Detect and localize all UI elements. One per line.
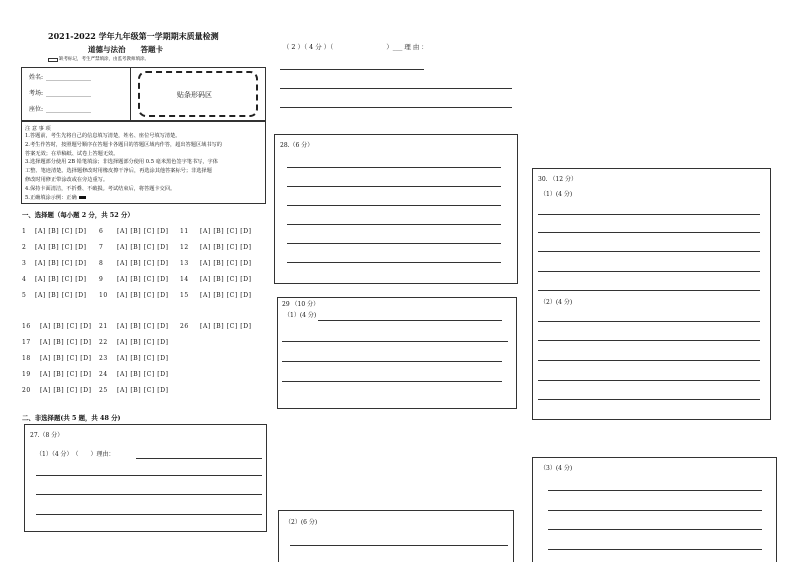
seat-field[interactable]: _______________ xyxy=(46,106,91,113)
q27-part1: （1）（4 分） （ ）理由： xyxy=(36,451,115,458)
question-number: 13 xyxy=(180,260,189,267)
answer-line[interactable] xyxy=(36,494,262,495)
q27-part2: （ 2 ）（ 4 分 ）（ ）___ 理 由 ： xyxy=(283,43,428,51)
answer-line[interactable] xyxy=(538,399,760,400)
question-number: 16 xyxy=(22,323,31,330)
answer-options[interactable]: [A] [B] [C] [D] xyxy=(35,260,87,267)
section1-title: 一、选择题（每小题 2 分，共 52 分） xyxy=(22,211,134,219)
question-number: 19 xyxy=(22,371,31,378)
answer-line[interactable] xyxy=(318,320,502,321)
question-number: 4 xyxy=(22,276,27,283)
q29-part2: （2）(6 分) xyxy=(285,519,318,526)
q27-answer-box[interactable] xyxy=(24,424,267,532)
answer-line[interactable] xyxy=(287,243,501,244)
question-number: 9 xyxy=(99,276,104,283)
answer-options[interactable]: [A] [B] [C] [D] xyxy=(117,260,169,267)
answer-options[interactable]: [A] [B] [C] [D] xyxy=(40,339,92,346)
answer-options[interactable]: [A] [B] [C] [D] xyxy=(200,228,252,235)
q29-title: 29 （10 分） xyxy=(282,301,320,308)
note-item: 修改时用修正带涂改或在旁边重写。 xyxy=(25,176,109,183)
question-number: 10 xyxy=(99,292,108,299)
question-number: 14 xyxy=(180,276,189,283)
answer-line[interactable] xyxy=(282,341,508,342)
answer-line[interactable] xyxy=(548,549,762,550)
room-field[interactable]: _______________ xyxy=(46,90,91,97)
q27-reason-line[interactable] xyxy=(136,458,262,459)
q29-part2-box[interactable] xyxy=(278,510,514,562)
question-number: 11 xyxy=(180,228,189,235)
room-label: 考场: xyxy=(29,90,44,97)
answer-line[interactable] xyxy=(538,271,760,272)
question-number: 17 xyxy=(22,339,31,346)
exam-title: 2021-2022 学年九年级第一学期期末质量检测 xyxy=(48,31,219,41)
answer-options[interactable]: [A] [B] [C] [D] xyxy=(200,292,252,299)
question-number: 6 xyxy=(99,228,104,235)
question-number: 15 xyxy=(180,292,189,299)
notes-list xyxy=(25,132,222,202)
question-number: 21 xyxy=(99,323,108,330)
answer-options[interactable]: [A] [B] [C] [D] xyxy=(200,244,252,251)
answer-line[interactable] xyxy=(538,251,760,252)
answer-line[interactable] xyxy=(538,290,760,291)
note-item: 工整、笔迹清楚。选择题修改时用橡皮擦干净后，再选涂其他答案标号；非选择题 xyxy=(25,168,212,175)
info-divider xyxy=(130,67,131,121)
question-number: 7 xyxy=(99,244,104,251)
q28-title: 28.（6 分） xyxy=(280,142,314,149)
question-number: 18 xyxy=(22,355,31,362)
answer-line[interactable] xyxy=(287,262,501,263)
question-number: 24 xyxy=(99,371,108,378)
answer-line[interactable] xyxy=(290,545,508,546)
answer-options[interactable]: [A] [B] [C] [D] xyxy=(117,276,169,283)
answer-line[interactable] xyxy=(538,340,760,341)
answer-options[interactable]: [A] [B] [C] [D] xyxy=(117,244,169,251)
answer-options[interactable]: [A] [B] [C] [D] xyxy=(117,228,169,235)
answer-options[interactable]: [A] [B] [C] [D] xyxy=(117,387,169,394)
question-number: 2 xyxy=(22,244,27,251)
absent-mark xyxy=(48,58,58,62)
answer-line[interactable] xyxy=(538,360,760,361)
answer-line[interactable] xyxy=(282,381,502,382)
answer-line[interactable] xyxy=(538,380,760,381)
question-number: 23 xyxy=(99,355,108,362)
answer-line[interactable] xyxy=(280,88,512,89)
answer-line[interactable] xyxy=(36,514,262,515)
note-item xyxy=(25,194,222,203)
seat-label: 座位: xyxy=(29,106,44,113)
answer-options[interactable]: [A] [B] [C] [D] xyxy=(40,387,92,394)
absent-caution: 缺考标记，考生严禁填涂，由监考教师填涂。 xyxy=(59,57,149,62)
answer-line[interactable] xyxy=(548,529,762,530)
q30-part3: （3）(4 分) xyxy=(540,465,573,472)
question-number: 22 xyxy=(99,339,108,346)
answer-line[interactable] xyxy=(280,107,512,108)
answer-options[interactable]: [A] [B] [C] [D] xyxy=(200,276,252,283)
answer-options[interactable]: [A] [B] [C] [D] xyxy=(40,355,92,362)
answer-line[interactable] xyxy=(538,214,760,215)
q27-title: 27.（8 分） xyxy=(30,432,64,439)
answer-line[interactable] xyxy=(282,361,502,362)
answer-line[interactable] xyxy=(287,186,501,187)
answer-options[interactable]: [A] [B] [C] [D] xyxy=(117,323,169,330)
answer-line[interactable] xyxy=(280,69,424,70)
answer-line[interactable] xyxy=(538,321,760,322)
answer-options[interactable]: [A] [B] [C] [D] xyxy=(40,323,92,330)
note-item: 4.保持卡面清洁，不折叠、不破损。考试结束后，将答题卡交回。 xyxy=(25,185,176,192)
note-item: 3.选择题部分使用 2B 铅笔填涂；非选择题部分使用 0.5 毫米黑色签字笔书写，字体 xyxy=(25,159,218,166)
notes-title: 注 意 事 项 xyxy=(25,126,51,132)
exam-subtitle: 道德与法治 答题卡 xyxy=(88,45,163,54)
answer-options[interactable]: [A] [B] [C] [D] xyxy=(35,292,87,299)
name-field[interactable]: _______________ xyxy=(46,74,91,81)
q30-title: 30. （12 分） xyxy=(538,176,577,183)
answer-line[interactable] xyxy=(538,232,760,233)
q30-part1: （1）(4 分) xyxy=(540,191,573,198)
answer-options[interactable]: [A] [B] [C] [D] xyxy=(117,292,169,299)
answer-line[interactable] xyxy=(36,475,262,476)
answer-line[interactable] xyxy=(287,167,501,168)
section2-title: 二、非选择题(共 5 题，共 48 分) xyxy=(22,414,121,422)
question-number: 8 xyxy=(99,260,104,267)
note-item: 1.答题前，考生先将自己的信息填写清楚，姓名、座位号填写清楚。 xyxy=(25,133,181,139)
note-item: 答案无效；在草稿纸、试卷上答题无效。 xyxy=(25,150,119,157)
question-number: 12 xyxy=(180,244,189,251)
answer-line[interactable] xyxy=(287,224,501,225)
question-number: 1 xyxy=(22,228,27,235)
answer-options[interactable]: [A] [B] [C] [D] xyxy=(200,260,252,267)
answer-options[interactable]: [A] [B] [C] [D] xyxy=(117,371,169,378)
answer-options[interactable]: [A] [B] [C] [D] xyxy=(117,339,169,346)
question-number: 25 xyxy=(99,387,108,394)
answer-line[interactable] xyxy=(548,490,762,491)
barcode-label: 贴条形码区 xyxy=(177,91,212,99)
q30-answer-box[interactable] xyxy=(532,168,771,420)
filled-mark-icon xyxy=(79,196,86,199)
question-number: 20 xyxy=(22,387,31,394)
answer-options[interactable]: [A] [B] [C] [D] xyxy=(35,276,87,283)
answer-options[interactable]: [A] [B] [C] [D] xyxy=(117,355,169,362)
q29-part1: （1）(4 分) xyxy=(284,312,317,319)
answer-line[interactable] xyxy=(287,205,501,206)
name-label: 姓名: xyxy=(29,74,44,81)
note-item-text: 5.正确填涂示例：正确 xyxy=(25,194,77,201)
answer-options[interactable]: [A] [B] [C] [D] xyxy=(35,228,87,235)
note-item: 2.考生作答时，按照题号顺序在答题卡各题目的答题区域内作答，超出答题区域书写的 xyxy=(25,141,222,148)
q30-part2: （2）(4 分) xyxy=(540,299,573,306)
answer-options[interactable]: [A] [B] [C] [D] xyxy=(200,323,252,330)
answer-line[interactable] xyxy=(548,510,762,511)
answer-options[interactable]: [A] [B] [C] [D] xyxy=(40,371,92,378)
question-number: 3 xyxy=(22,260,27,267)
question-number: 26 xyxy=(180,323,189,330)
answer-options[interactable]: [A] [B] [C] [D] xyxy=(35,244,87,251)
question-number: 5 xyxy=(22,292,27,299)
